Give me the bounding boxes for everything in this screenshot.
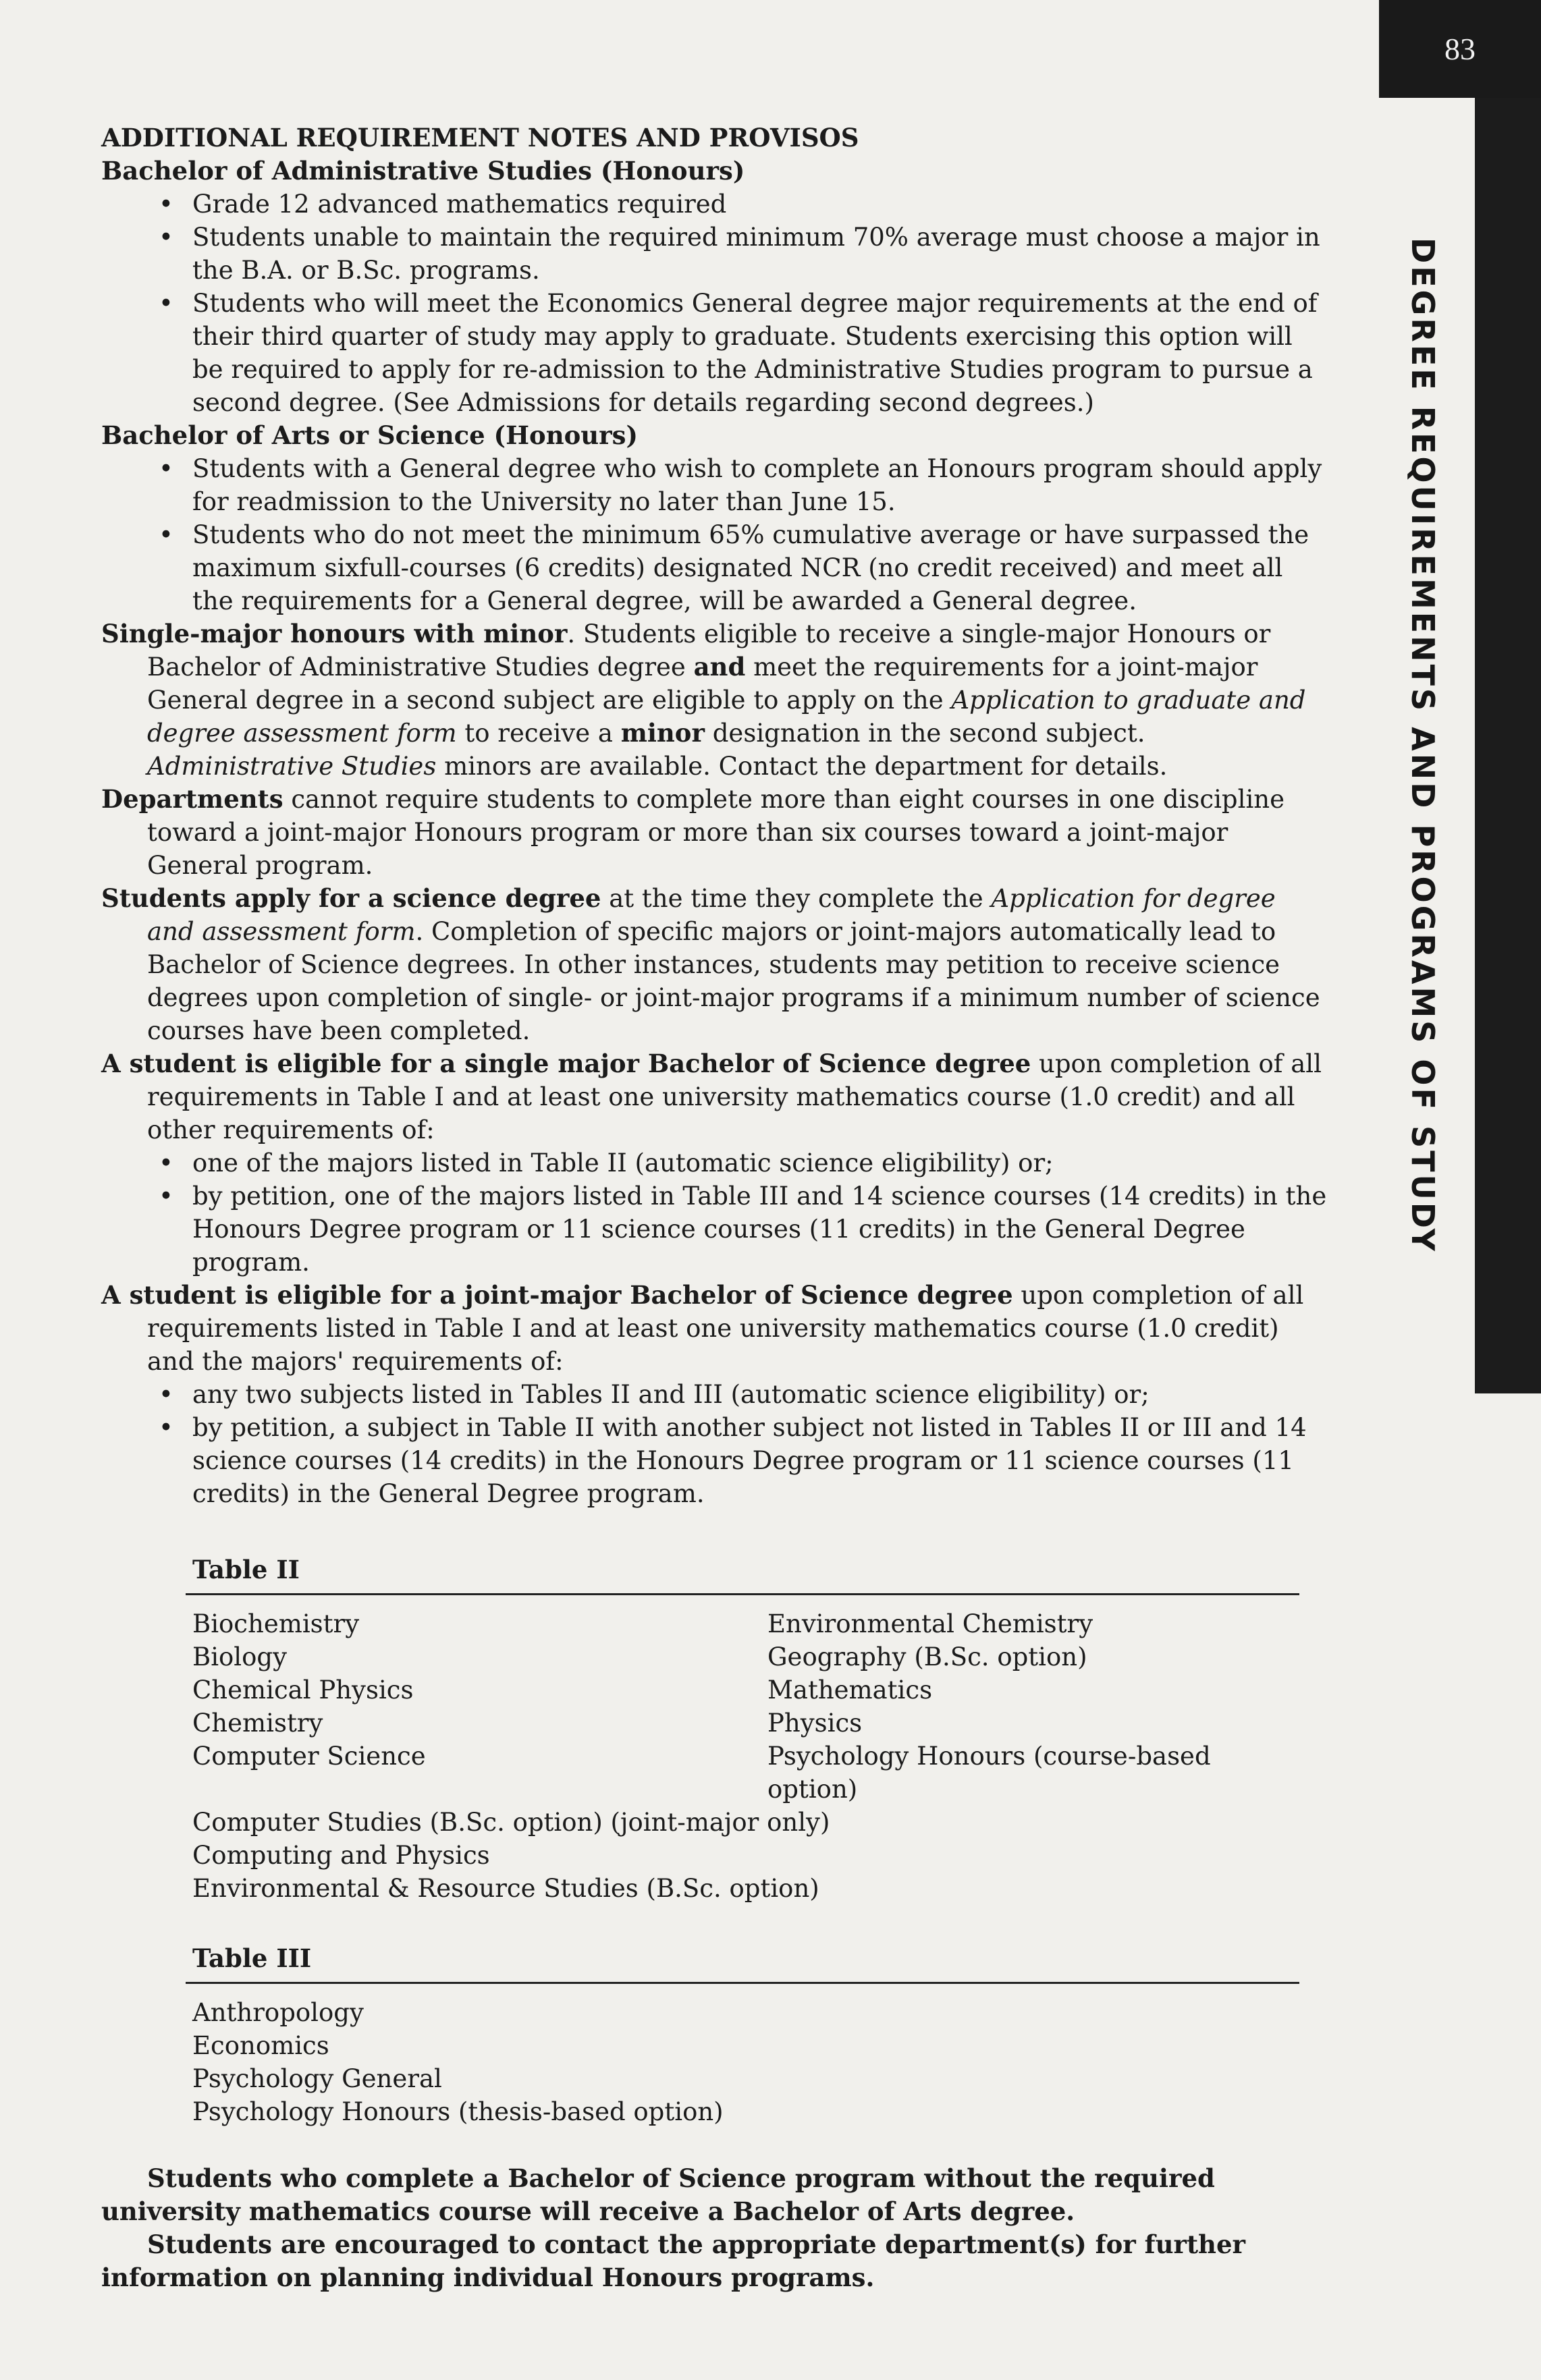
- closing-notes: [101, 2162, 1330, 2294]
- list-item: • Students who do not meet the minimum 65% cumulative average or have surpassed the maximum sixfull-courses (6 credits) designated NCR (no credit received) and meet all the requirements for a General degree, will be awarded a General degree.: [192, 518, 1330, 617]
- list-item: • Students unable to maintain the required minimum 70% average must choose a major in the B.A. or B.Sc. programs.: [192, 221, 1330, 287]
- table-cell: Environmental Chemistry: [767, 1609, 1093, 1638]
- text-italic: Administrative Studies: [147, 752, 437, 781]
- table-row: Economics: [192, 2031, 329, 2060]
- table-row: Environmental & Resource Studies (B.Sc. option): [192, 1874, 819, 1903]
- text: . Students eligible to receive a single-major Honours or Bachelor of Administrative Studies degree: [147, 619, 1271, 682]
- table-3-rule: [186, 1982, 1299, 1984]
- page-content: [101, 121, 1330, 2294]
- bas-title: Bachelor of Administrative Studies (Honours): [101, 156, 745, 186]
- departments-paragraph: [101, 783, 1330, 882]
- table-3-title: Table III: [192, 1943, 312, 1973]
- table-cell: Chemical Physics: [192, 1676, 414, 1705]
- table-cell: Geography (B.Sc. option): [767, 1642, 1087, 1671]
- table-2-rule: [186, 1593, 1299, 1595]
- closing-paragraph: Students who complete a Bachelor of Science program without the required university mathematics course will receive a Bachelor of Arts degree.: [101, 2163, 1215, 2226]
- text: minors are available. Contact the department for details.: [436, 752, 1168, 781]
- science-degree-lead: Students apply for a science degree: [101, 883, 601, 913]
- page-number: 83: [1379, 0, 1541, 98]
- table-cell: Psychology Honours (course-based option): [767, 1742, 1211, 1804]
- table-row: Anthropology: [192, 1998, 364, 2027]
- text: meet the requirements for a joint-major General degree in a second subject are eligible to apply on the: [147, 653, 1258, 715]
- single-bsc-lead: A student is eligible for a single major Bachelor of Science degree: [101, 1049, 1031, 1078]
- text: upon completion of all requirements listed in Table I and at least one university mathematics course (1.0 credit) and the majors' requirements of:: [147, 1281, 1304, 1376]
- table-2: [192, 1607, 1316, 1905]
- table-cell: Biology: [192, 1642, 287, 1671]
- bas-bullet-list: [101, 188, 1330, 419]
- table-cell: Biochemistry: [192, 1609, 360, 1638]
- page-heading: ADDITIONAL REQUIREMENT NOTES AND PROVISOS: [101, 123, 859, 153]
- text: upon completion of all requirements in Table I and at least one university mathematics course (1.0 credit) and all other requirements of:: [147, 1049, 1322, 1144]
- text: cannot require students to complete more than eight courses in one discipline toward a joint-major Honours program or more than six courses toward a joint-major General program.: [147, 785, 1285, 880]
- table-row: [192, 1673, 1316, 1707]
- table-2-title: Table II: [192, 1555, 300, 1584]
- text: at the time they complete the: [601, 884, 992, 913]
- ba-bsc-title: Bachelor of Arts or Science (Honours): [101, 420, 639, 450]
- table-cell: Chemistry: [192, 1709, 323, 1738]
- single-major-lead: Single-major honours with minor: [101, 619, 568, 648]
- table-row: Psychology Honours (thesis-based option): [192, 2097, 724, 2126]
- text: to receive a: [456, 719, 621, 748]
- list-item: • by petition, a subject in Table II with another subject not listed in Tables II or III and 14 science courses (14 credits) in the Honours Degree program or 11 science courses (11 credits) in the General Degree program.: [192, 1411, 1330, 1510]
- tables-section: [101, 1553, 1316, 2128]
- form-name: Application for degree and assessment form: [147, 884, 1276, 946]
- list-item: • one of the majors listed in Table II (automatic science eligibility) or;: [192, 1146, 1330, 1180]
- table-row: [192, 1740, 1316, 1806]
- table-row: [192, 1607, 1316, 1640]
- list-item: • Grade 12 advanced mathematics required: [192, 188, 1330, 221]
- departments-lead: Departments: [101, 784, 283, 814]
- table-cell: Computer Science: [192, 1742, 426, 1771]
- closing-paragraph: Students are encouraged to contact the appropriate department(s) for further information on planning individual Honours programs.: [101, 2230, 1245, 2292]
- single-bsc-bullet-list: [101, 1146, 1330, 1279]
- table-row: Psychology General: [192, 2064, 442, 2093]
- table-3: [192, 1996, 1316, 2128]
- text: . Completion of specific majors or joint-majors automatically lead to Bachelor of Science degrees. In other instances, students may petition to receive science degrees upon completion of single- or joint-major programs if a minimum number of science courses have been completed.: [147, 917, 1320, 1045]
- single-major-paragraph: [101, 617, 1330, 783]
- form-name: Application to graduate and degree assessment form: [147, 686, 1306, 748]
- ba-bsc-bullet-list: [101, 452, 1330, 617]
- list-item: • by petition, one of the majors listed in Table III and 14 science courses (14 credits) in the Honours Degree program or 11 science courses (11 credits) in the General Degree program.: [192, 1180, 1330, 1279]
- text-bold: and: [693, 652, 746, 682]
- table-row: [192, 1640, 1316, 1673]
- text: designation in the second subject.: [704, 719, 1145, 748]
- table-row: Computer Studies (B.Sc. option) (joint-major only): [192, 1808, 830, 1837]
- science-degree-paragraph: [101, 882, 1330, 1047]
- joint-bsc-lead: A student is eligible for a joint-major Bachelor of Science degree: [101, 1280, 1013, 1310]
- table-row: [192, 1707, 1316, 1740]
- joint-bsc-bullet-list: [101, 1378, 1330, 1510]
- single-bsc-paragraph: [101, 1047, 1330, 1146]
- spacer: [192, 1905, 1316, 1942]
- table-cell: Mathematics: [767, 1676, 933, 1705]
- table-cell: Physics: [767, 1709, 863, 1738]
- section-title-vertical: DEGREE REQUIREMENTS AND PROGRAMS OF STUDY: [1405, 238, 1441, 1254]
- side-bar: [1475, 98, 1541, 1393]
- text-bold: minor: [620, 718, 705, 748]
- joint-bsc-paragraph: [101, 1279, 1330, 1378]
- list-item: • any two subjects listed in Tables II and III (automatic science eligibility) or;: [192, 1378, 1330, 1411]
- table-row: Computing and Physics: [192, 1841, 490, 1870]
- list-item: • Students who will meet the Economics General degree major requirements at the end of their third quarter of study may apply to graduate. Students exercising this option will be required to apply for re-admission to the Administrative Studies program to pursue a second degree. (See Admissions for details regarding second degrees.): [192, 287, 1330, 419]
- list-item: • Students with a General degree who wish to complete an Honours program should apply for readmission to the University no later than June 15.: [192, 452, 1330, 518]
